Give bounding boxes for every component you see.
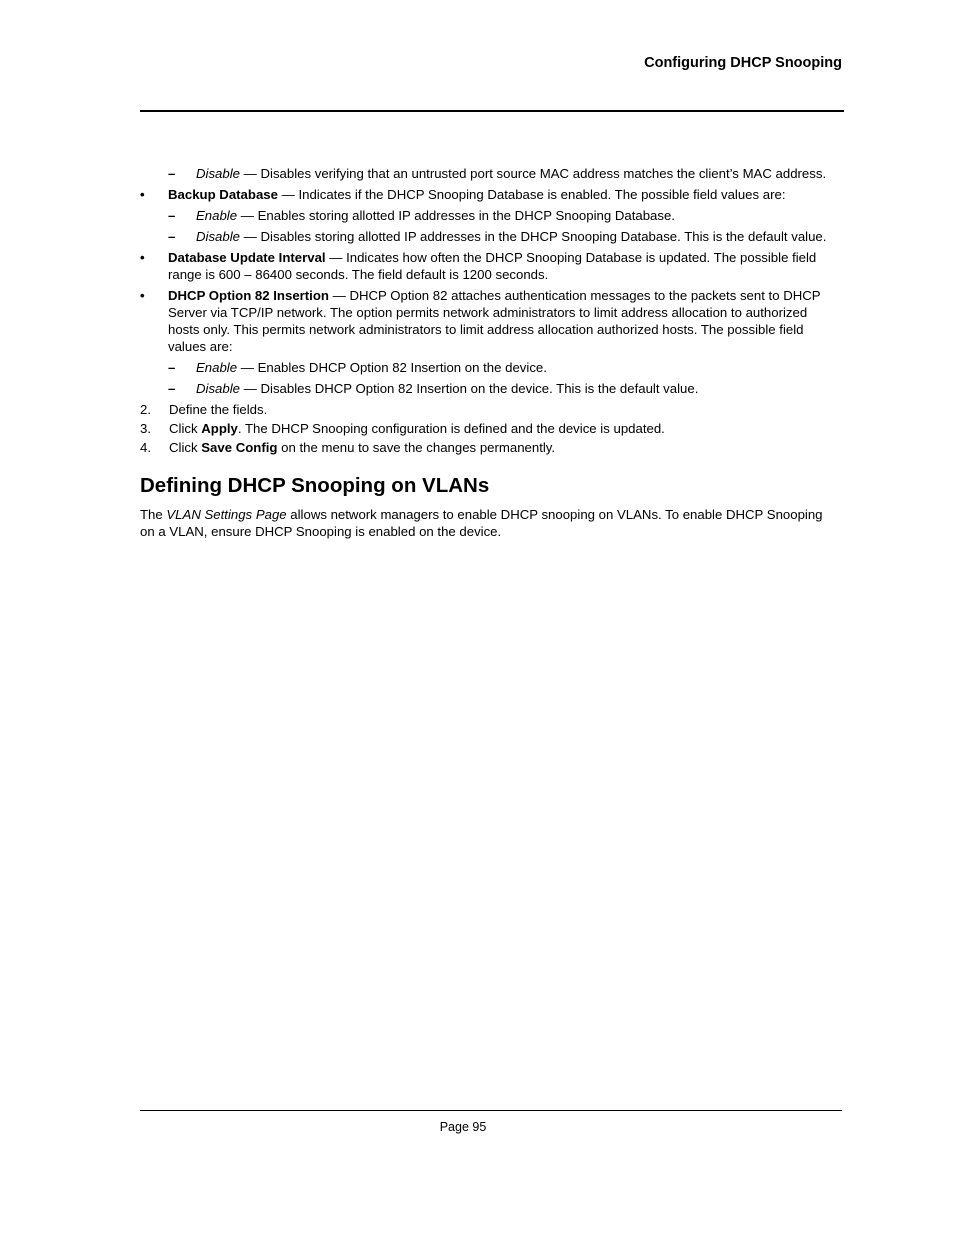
item-term: Database Update Interval — [168, 250, 326, 265]
step-save-config — [140, 439, 840, 456]
dash-marker: – — [168, 229, 176, 244]
step-text: Click — [169, 421, 202, 436]
dash-marker: – — [168, 208, 176, 223]
step-bold: Apply — [201, 421, 238, 436]
bullet-marker: • — [140, 250, 145, 265]
para-text: The — [140, 507, 167, 522]
step-text-post: on the menu to save the changes permanently. — [277, 440, 556, 455]
section-heading: Defining DHCP Snooping on VLANs — [140, 474, 490, 497]
list-item-disable-mac — [140, 165, 840, 182]
item-term: DHCP Option 82 Insertion — [168, 288, 329, 303]
step-number: 4. — [140, 440, 151, 455]
item-text: — Enables storing allotted IP addresses in the DHCP Snooping Database. — [237, 208, 675, 223]
item-text: — Disables verifying that an untrusted port source MAC address matches the client’s MAC address. — [239, 166, 827, 181]
step-text: Click — [169, 440, 202, 455]
bullet-marker: • — [140, 288, 145, 303]
section-paragraph — [140, 506, 840, 540]
bullet-marker: • — [140, 187, 145, 202]
item-text: — Enables DHCP Option 82 Insertion on the device. — [237, 360, 547, 375]
footer-rule — [140, 1110, 842, 1111]
item-text: — Indicates if the DHCP Snooping Database is enabled. The possible field values are: — [277, 187, 786, 202]
list-item-enable-storing — [140, 207, 840, 224]
item-text: — Disables DHCP Option 82 Insertion on the device. This is the default value. — [239, 381, 699, 396]
step-number: 2. — [140, 402, 151, 417]
list-item-database-update-interval — [140, 249, 840, 283]
item-text: — DHCP Option 82 attaches authentication messages to the packets sent to DHCP Server via TCP/IP network. The option permits network administrators to limit address allocation to authorized hosts only. This permits network administrators to limit address allocation authorized hosts. The possible field values are: — [168, 288, 821, 354]
para-text-post: allows network managers to enable DHCP snooping on VLANs. To enable DHCP Snooping on a VLAN, ensure DHCP Snooping is enabled on the device. — [140, 507, 823, 539]
dash-marker: – — [168, 166, 176, 181]
item-term: Enable — [196, 360, 238, 375]
page-content — [140, 165, 840, 540]
item-term: Disable — [196, 381, 240, 396]
item-term: Disable — [196, 229, 240, 244]
page-number: Page 95 — [439, 1120, 487, 1134]
step-text-post: . The DHCP Snooping configuration is defined and the device is updated. — [237, 421, 665, 436]
list-item-backup-database — [140, 186, 840, 203]
item-term: Backup Database — [168, 187, 278, 202]
dash-marker: – — [168, 360, 176, 375]
step-click-apply — [140, 420, 840, 437]
para-italic: VLAN Settings Page — [166, 507, 287, 522]
step-bold: Save Config — [201, 440, 278, 455]
list-item-option-82 — [140, 287, 840, 355]
list-item-disable-storing — [140, 228, 840, 245]
running-head: Configuring DHCP Snooping — [644, 55, 842, 71]
step-number: 3. — [140, 421, 151, 436]
item-text: — Disables storing allotted IP addresses in the DHCP Snooping Database. This is the default value. — [239, 229, 827, 244]
item-term: Disable — [196, 166, 240, 181]
item-term: Enable — [196, 208, 238, 223]
item-text: — Indicates how often the DHCP Snooping Database is updated. The possible field range is 600 – 86400 seconds. The field default is 1200 seconds. — [168, 250, 817, 282]
list-item-enable-option-82 — [140, 359, 840, 376]
step-text: Define the fields. — [169, 402, 268, 417]
list-item-disable-option-82 — [140, 380, 840, 397]
header-rule — [140, 110, 844, 112]
dash-marker: – — [168, 381, 176, 396]
step-define-fields — [140, 401, 840, 418]
